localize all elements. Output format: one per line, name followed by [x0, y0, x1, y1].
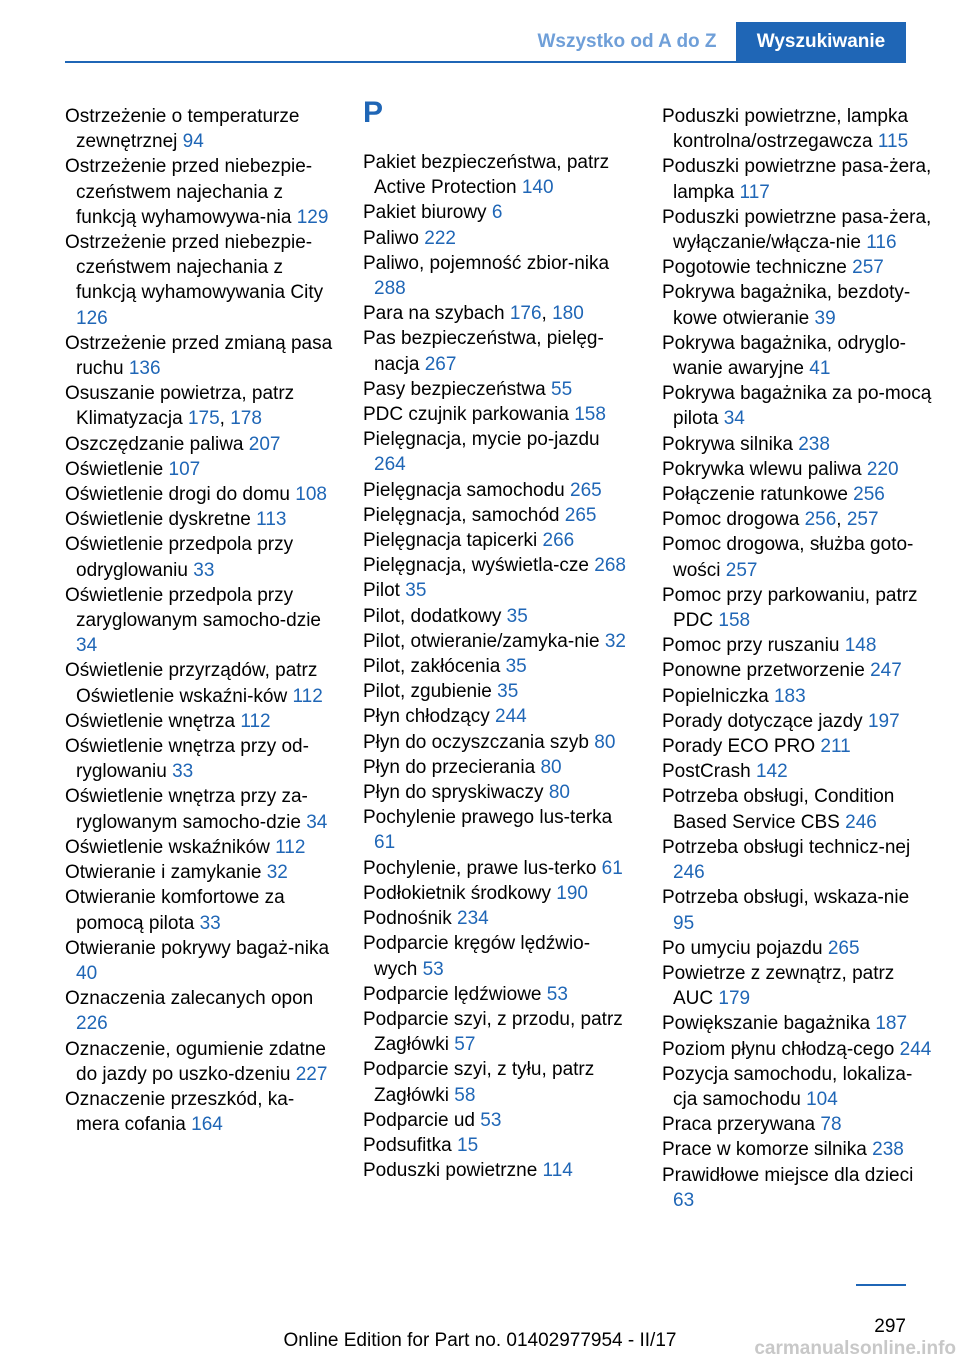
page-reference-link[interactable]: 179	[718, 988, 751, 1010]
edition-note: Online Edition for Part no. 01402977954 - II/17	[283, 1330, 677, 1351]
page-reference-link[interactable]: 207	[248, 433, 281, 455]
page-reference-link[interactable]: 234	[457, 908, 489, 930]
page-reference-link[interactable]: 34	[306, 811, 328, 833]
page-reference-link[interactable]: 80	[540, 756, 562, 778]
index-entry	[662, 1163, 932, 1213]
index-entry-text: Pasy bezpieczeństwa	[363, 378, 546, 400]
index-entry-text: Pilot	[363, 580, 400, 602]
index-entry	[662, 381, 932, 431]
page-reference-link[interactable]: 35	[497, 681, 519, 703]
index-entry	[363, 881, 633, 906]
watermark: carmanualsonline.info	[754, 1338, 956, 1359]
page-reference-link[interactable]: 247	[870, 660, 902, 682]
index-entry	[363, 1007, 633, 1057]
index-entry-text: PDC czujnik parkowania	[363, 404, 569, 426]
index-entry	[363, 1158, 633, 1183]
page-reference-link[interactable]: 288	[374, 278, 406, 300]
page-reference-link[interactable]: 95	[673, 912, 695, 934]
index-entry-text: Płyn chłodzący	[363, 706, 490, 728]
page-reference-link[interactable]: 136	[128, 358, 161, 380]
index-entry	[662, 759, 932, 784]
page-reference-link[interactable]: 58	[454, 1084, 476, 1106]
page-reference-link[interactable]: 220	[866, 458, 899, 480]
index-entry-text: Pochylenie, prawe lus‐terko	[363, 857, 597, 879]
index-entry	[65, 230, 335, 331]
header-divider	[65, 61, 906, 63]
index-entry-text: Pokrywa bagażnika, bezdoty‐kowe otwieranie	[662, 282, 911, 329]
index-entry-text: Oszczędzanie paliwa	[65, 433, 244, 455]
index-entry	[65, 154, 335, 230]
index-entry	[65, 658, 335, 708]
page-reference-link[interactable]: 35	[405, 580, 427, 602]
page-reference-link[interactable]: 197	[867, 710, 900, 732]
index-entry-text: Porady ECO PRO	[662, 736, 816, 758]
index-entry	[65, 1087, 335, 1137]
index-entry-text: Poduszki powietrzne pasa‐żera, wyłączanie/włącza‐nie	[662, 206, 932, 254]
index-entry	[363, 578, 633, 603]
page-reference-link[interactable]: 40	[76, 962, 98, 984]
page-reference-link[interactable]: 33	[193, 559, 215, 581]
index-entry	[662, 255, 932, 280]
index-entry-text: Podparcie lędźwiowe	[363, 983, 542, 1005]
page-reference-link[interactable]: 158	[718, 610, 751, 632]
index-entry-text: Paliwo	[363, 227, 419, 249]
index-entry-text: Potrzeba obsługi, Condition Based Service CBS	[662, 786, 895, 833]
index-entry	[363, 1057, 633, 1107]
index-entry	[65, 331, 335, 381]
index-entry	[363, 856, 633, 881]
page-reference-link[interactable]: 115	[877, 131, 909, 153]
index-entry	[363, 730, 633, 755]
page-reference-link[interactable]: 61	[601, 857, 623, 879]
page-reference-link[interactable]: 190	[556, 882, 588, 904]
index-entry-text: Pielęgnacja, samochód	[363, 504, 560, 526]
index-column-2	[363, 96, 633, 1183]
index-entry	[662, 936, 932, 961]
page-reference-link[interactable]: 78	[820, 1114, 842, 1136]
index-entry	[662, 835, 932, 885]
index-entry-text: Osuszanie powietrza, patrz Klimatyzacja	[65, 383, 295, 430]
index-entry	[363, 805, 633, 855]
page-reference-link[interactable]: 246	[673, 862, 705, 884]
index-entry	[65, 457, 335, 482]
index-entry	[363, 251, 633, 301]
page-reference-link[interactable]: 112	[275, 836, 306, 858]
index-entry	[363, 553, 633, 578]
page-reference-link[interactable]: 129	[296, 206, 329, 228]
index-entry-text: Prawidłowe miejsce dla dzieci	[662, 1164, 914, 1186]
index-entry	[662, 684, 932, 709]
page-reference-link[interactable]: 126	[76, 307, 108, 329]
index-entry	[363, 906, 633, 931]
page-reference-link[interactable]: 176	[509, 303, 542, 325]
page-reference-link[interactable]: 53	[546, 983, 568, 1005]
page-reference-link[interactable]: 256	[853, 484, 885, 506]
index-entry-text: Oznaczenie przeszkód, ka‐mera cofania	[65, 1088, 295, 1136]
index-entry	[363, 226, 633, 251]
index-entry	[363, 982, 633, 1007]
page-reference-link[interactable]: 264	[374, 454, 406, 476]
index-entry-text: Potrzeba obsługi technicz‐nej	[662, 836, 911, 858]
index-entry-text: Pochylenie prawego lus‐terka	[363, 807, 613, 829]
tab-index-a-z[interactable]: Wszystko od A do Z	[537, 31, 717, 52]
index-entry-text: Podparcie kręgów lędźwio‐wych	[363, 933, 591, 980]
index-entry	[363, 755, 633, 780]
page-reference-link[interactable]: 140	[521, 177, 554, 199]
index-entry	[662, 961, 932, 1011]
index-entry	[65, 532, 335, 582]
tab-search[interactable]: Wyszukiwanie	[736, 22, 906, 62]
page-reference-link[interactable]: 32	[604, 630, 626, 652]
index-entry-text: Powiększanie bagażnika	[662, 1013, 871, 1035]
index-entry-text: Pilot, zakłócenia	[363, 656, 501, 678]
page-reference-link[interactable]: 158	[574, 404, 606, 426]
index-entry	[363, 604, 633, 629]
page-reference-link[interactable]: 116	[866, 232, 897, 254]
page-reference-link[interactable]: 244	[495, 706, 527, 728]
index-entry	[65, 482, 335, 507]
page-reference-link[interactable]: 117	[739, 181, 770, 203]
index-entry-text: Pokrywa bagażnika za po‐mocą pilota	[662, 383, 932, 430]
page-reference-link[interactable]: 33	[199, 912, 221, 934]
index-entry-text: Potrzeba obsługi, wskaza‐nie	[662, 887, 910, 909]
index-entry	[363, 1133, 633, 1158]
page-reference-link[interactable]: 267	[424, 353, 457, 375]
page-reference-link[interactable]: 34	[723, 408, 745, 430]
index-entry-text: Pakiet biurowy	[363, 202, 487, 224]
page-reference-link[interactable]: 257	[846, 509, 879, 531]
index-entry-text: Pakiet bezpieczeństwa, patrz Active Protection	[363, 152, 610, 199]
page-number: 297	[874, 1316, 906, 1337]
page-reference-link[interactable]: 33	[172, 761, 194, 783]
index-entry-text: Oświetlenie wnętrza przy od‐ryglowaniu	[65, 736, 309, 783]
page-reference-link[interactable]: 187	[875, 1013, 908, 1035]
index-entry	[65, 709, 335, 734]
page-reference-link[interactable]: 35	[505, 656, 527, 678]
index-entry-text: Pokrywka wlewu paliwa	[662, 458, 862, 480]
page-reference-link[interactable]: 112	[240, 710, 271, 732]
index-entry-text: Oświetlenie przyrządów, patrz Oświetlenie wskaźni‐ków	[65, 660, 318, 707]
page-reference-link[interactable]: 41	[809, 358, 831, 380]
index-entry	[363, 200, 633, 225]
page-reference-link[interactable]: 183	[773, 685, 806, 707]
page-reference-link[interactable]: 57	[454, 1034, 476, 1056]
index-entry-text: Otwieranie pokrywy bagaż‐nika	[65, 937, 330, 959]
page-reference-link[interactable]: 113	[256, 509, 287, 531]
index-entry	[363, 528, 633, 553]
index-entry-text: Pas bezpieczeństwa, pielęg‐nacja	[363, 328, 604, 375]
index-entry	[662, 658, 932, 683]
index-entry-text: Ostrzeżenie przed niebezpie‐czeństwem najechania z funkcją wyhamowywa‐nia	[65, 156, 313, 228]
page-reference-link[interactable]: 238	[798, 433, 830, 455]
index-entry-text: Oświetlenie przedpola przy zaryglowanym samocho‐dzie	[65, 584, 321, 632]
index-entry-text: Pozycja samochodu, lokaliza‐cja samochodu	[662, 1063, 913, 1110]
index-entry-text: Podnośnik	[363, 908, 452, 930]
index-entry-text: Po umyciu pojazdu	[662, 937, 823, 959]
index-entry	[662, 633, 932, 658]
index-entry	[662, 532, 932, 582]
index-entry-text: Płyn do przecierania	[363, 756, 536, 778]
page-reference-link[interactable]: 238	[872, 1139, 904, 1161]
page-reference-link[interactable]: 80	[548, 782, 570, 804]
page-reference-link[interactable]: 61	[374, 832, 396, 854]
index-entry	[662, 885, 932, 935]
index-entry	[662, 457, 932, 482]
page-reference-link[interactable]: 114	[542, 1160, 573, 1182]
page-reference-link[interactable]: 104	[806, 1088, 838, 1110]
index-entry-text: Oświetlenie drogi do domu	[65, 484, 290, 506]
index-entry-text: Podparcie ud	[363, 1109, 475, 1131]
index-entry	[662, 1011, 932, 1036]
index-entry	[363, 503, 633, 528]
page-reference-link[interactable]: 107	[168, 458, 201, 480]
index-entry-text: Popielniczka	[662, 685, 769, 707]
index-entry-text: PostCrash	[662, 761, 751, 783]
index-entry	[662, 432, 932, 457]
index-entry-text: Pielęgnacja samochodu	[363, 479, 565, 501]
page-reference-link[interactable]: 55	[551, 378, 573, 400]
index-entry-text: Poduszki powietrzne, lampka kontrolna/ostrzegawcza	[662, 106, 909, 153]
page-reference-link[interactable]: 142	[755, 761, 788, 783]
index-entry	[363, 402, 633, 427]
index-entry-text: Oznaczenia zalecanych opon	[65, 988, 314, 1010]
page-reference-link[interactable]: 211	[820, 736, 851, 758]
index-entry-text: Pogotowie techniczne	[662, 257, 847, 279]
index-entry-text: Ponowne przetworzenie	[662, 660, 865, 682]
index-entry-text: Oświetlenie wnętrza	[65, 710, 236, 732]
index-column-1	[65, 104, 335, 1137]
index-entry-text: Otwieranie komfortowe za pomocą pilota	[65, 887, 285, 934]
index-entry	[363, 931, 633, 981]
index-entry	[662, 331, 932, 381]
index-entry-text: Oświetlenie	[65, 458, 164, 480]
index-entry-text: Poduszki powietrzne pasa‐żera, lampka	[662, 156, 932, 203]
index-entry	[363, 478, 633, 503]
index-entry-text: Pielęgnacja tapicerki	[363, 530, 538, 552]
index-entry	[662, 1062, 932, 1112]
index-entry	[363, 704, 633, 729]
index-entry-text: Pilot, zgubienie	[363, 681, 492, 703]
page-reference-link[interactable]: 63	[673, 1189, 695, 1211]
index-entry-text: Prace w komorze silnika	[662, 1139, 867, 1161]
page-reference-link[interactable]: 80	[594, 731, 616, 753]
index-entry	[65, 734, 335, 784]
index-entry	[662, 154, 932, 204]
index-entry	[65, 784, 335, 834]
index-entry	[662, 104, 932, 154]
page-reference-link[interactable]: 175	[187, 408, 220, 430]
index-section-letter: P	[363, 96, 384, 129]
index-entry-text: Pomoc drogowa	[662, 509, 800, 531]
page-reference-link[interactable]: 227	[295, 1063, 328, 1085]
page-reference-link[interactable]: 180	[552, 303, 584, 325]
index-entry	[662, 709, 932, 734]
index-entry	[662, 1112, 932, 1137]
index-entry	[65, 885, 335, 935]
index-entry-text: Porady dotyczące jazdy	[662, 710, 863, 732]
page-reference-link[interactable]: 34	[76, 635, 98, 657]
page-reference-link[interactable]: 244	[899, 1038, 932, 1060]
index-entry: Para na szybach 176, 180	[363, 303, 584, 325]
page-reference-link[interactable]: 268	[594, 555, 626, 577]
page-reference-link[interactable]: 164	[191, 1114, 223, 1136]
index-entry	[65, 1037, 335, 1087]
index-entry-text: Para na szybach	[363, 303, 505, 325]
index-entry-text: Poduszki powietrzne	[363, 1160, 538, 1182]
index-entry	[65, 860, 335, 885]
index-entry-text: Oświetlenie przedpola przy odryglowaniu	[65, 534, 294, 581]
page-header	[0, 0, 960, 62]
page-reference-link[interactable]: 35	[506, 605, 528, 627]
index-entry: Osuszanie powietrza, patrz Klimatyzacja 175, 178	[65, 383, 295, 430]
index-entry	[662, 1137, 932, 1162]
index-entry-text: Oświetlenie wnętrza przy za‐ryglowanym samocho‐dzie	[65, 786, 308, 833]
page-reference-link[interactable]: 246	[845, 811, 877, 833]
index-entry-text: Poziom płynu chłodzą‐cego	[662, 1038, 895, 1060]
page-reference-link[interactable]: 39	[814, 307, 836, 329]
index-entry-text: Oznaczenie, ogumienie zdatne do jazdy po uszko‐dzeniu	[65, 1038, 326, 1085]
index-entry-text: Połączenie ratunkowe	[662, 484, 848, 506]
index-entry	[363, 326, 633, 376]
index-entry	[662, 734, 932, 759]
index-entry-text: Oświetlenie wskaźników	[65, 836, 270, 858]
index-entry-text: Pilot, otwieranie/zamyka‐nie	[363, 630, 600, 652]
index-entry-text: Ostrzeżenie przed zmianą pasa ruchu	[65, 332, 333, 380]
index-entry	[65, 835, 335, 860]
page-reference-link[interactable]: 226	[76, 1013, 108, 1035]
index-entry-text: Podparcie szyi, z tyłu, patrz Zagłówki	[363, 1059, 595, 1106]
index-entry	[65, 986, 335, 1036]
index-entry-text: Pilot, dodatkowy	[363, 605, 502, 627]
page-reference-link[interactable]: 222	[424, 227, 456, 249]
index-entry-text: Praca przerywana	[662, 1114, 816, 1136]
index-entry	[65, 507, 335, 532]
index-entry	[662, 280, 932, 330]
page-reference-link[interactable]: 178	[230, 408, 262, 430]
index-entry	[363, 427, 633, 477]
index-entry-text: Pielęgnacja, wyświetla‐cze	[363, 555, 589, 577]
page-reference-link[interactable]: 32	[266, 862, 288, 884]
index-entry	[363, 780, 633, 805]
index-entry	[662, 482, 932, 507]
page-reference-link[interactable]: 53	[422, 958, 444, 980]
index-entry-text: Podsufitka	[363, 1134, 452, 1156]
index-entry-text: Ostrzeżenie przed niebezpie‐czeństwem najechania z funkcją wyhamowywania City	[65, 232, 324, 304]
index-column-3	[662, 104, 932, 1213]
page-reference-link[interactable]: 265	[564, 504, 597, 526]
footer-divider	[856, 1284, 906, 1286]
index-entry	[662, 1037, 932, 1062]
page-reference-link[interactable]: 6	[491, 202, 503, 224]
index-entry	[65, 936, 335, 986]
index-entry	[363, 629, 633, 654]
index-entry	[65, 104, 335, 154]
page-reference-link[interactable]: 266	[542, 530, 575, 552]
index-entry-text: Płyn do spryskiwaczy	[363, 782, 544, 804]
index-entry	[363, 377, 633, 402]
index-entry	[65, 583, 335, 659]
page-reference-link[interactable]: 112	[292, 685, 323, 707]
page-reference-link[interactable]: 265	[827, 937, 860, 959]
index-entry-text: Powietrze z zewnątrz, patrz AUC	[662, 962, 895, 1010]
index-entry-text: Pielęgnacja, mycie po‐jazdu	[363, 429, 600, 451]
page-reference-link[interactable]: 265	[570, 479, 602, 501]
page-reference-link[interactable]: 53	[480, 1109, 502, 1131]
index-entry-text: Pokrywa bagażnika, odryglo‐wanie awaryjne	[662, 332, 906, 380]
index-entry	[363, 150, 633, 200]
index-entry	[662, 583, 932, 633]
page-reference-link[interactable]: 148	[844, 635, 877, 657]
index-entry	[363, 1108, 633, 1133]
index-entry	[363, 679, 633, 704]
page-reference-link[interactable]: 256	[804, 509, 837, 531]
index-entry-text: Pomoc przy ruszaniu	[662, 635, 840, 657]
index-entry-text: Podparcie szyi, z przodu, patrz Zagłówki	[363, 1008, 623, 1056]
index-entry: Pomoc drogowa 256, 257	[662, 509, 879, 531]
index-entry	[662, 205, 932, 255]
index-entry-text: Otwieranie i zamykanie	[65, 862, 262, 884]
index-entry-text: Oświetlenie dyskretne	[65, 509, 251, 531]
index-entry-text: Pokrywa silnika	[662, 433, 793, 455]
index-entry	[65, 432, 335, 457]
index-entry-text: Paliwo, pojemność zbior‐nika	[363, 252, 610, 274]
page-reference-link[interactable]: 94	[182, 131, 204, 153]
index-entry	[363, 654, 633, 679]
page-reference-link[interactable]: 257	[725, 559, 758, 581]
index-entry-text: Ostrzeżenie o temperaturze zewnętrznej	[65, 106, 300, 153]
index-entry-text: Pomoc przy parkowaniu, patrz PDC	[662, 584, 918, 632]
index-entry-text: Pomoc drogowa, służba goto‐wości	[662, 534, 914, 581]
page-reference-link[interactable]: 108	[295, 484, 327, 506]
index-entry-text: Podłokietnik środkowy	[363, 882, 551, 904]
index-entry-text: Płyn do oczyszczania szyb	[363, 731, 589, 753]
page-reference-link[interactable]: 15	[457, 1134, 479, 1156]
index-entry	[662, 784, 932, 834]
page-reference-link[interactable]: 257	[852, 257, 884, 279]
